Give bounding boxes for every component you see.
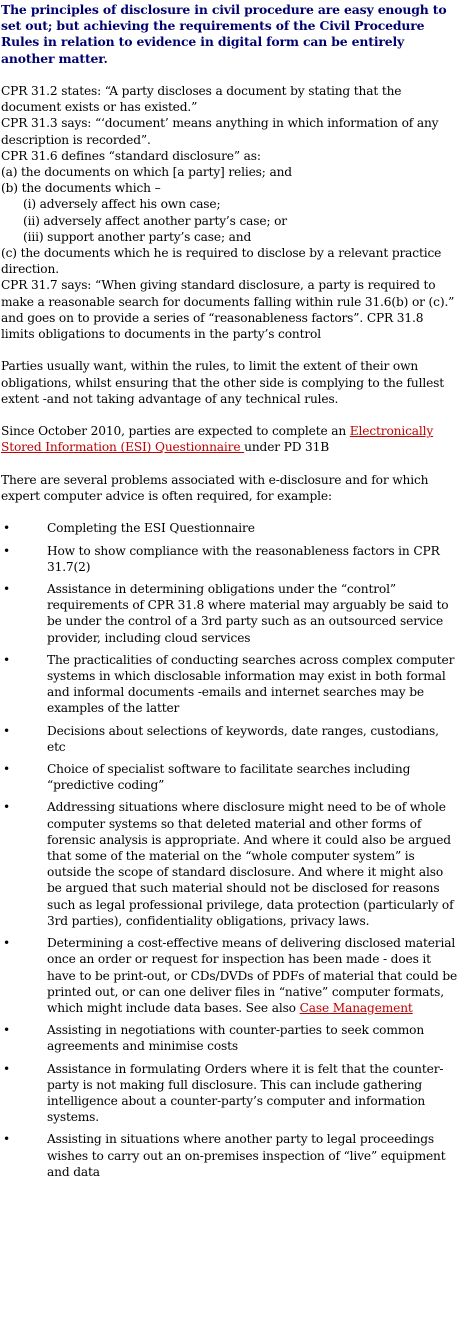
bullet-icon: •: [3, 1061, 11, 1076]
list-item: [1, 652, 458, 717]
cpr-31-6-b-i: (i) adversely affect his own case;: [23, 197, 221, 212]
list-item-text: Assisting in negotiations with counter-parties to seek common agreements and minimise costs: [47, 1023, 425, 1054]
esi-text-after: under PD 31B: [244, 440, 330, 455]
esi-questionnaire-link[interactable]: Electronically Stored Information (ESI) Questionnaire: [1, 424, 434, 455]
list-item: [1, 520, 458, 536]
bullet-icon: •: [3, 652, 11, 667]
cpr-31-7: CPR 31.7 says: “When giving standard disclosure, a party is required to make a reasonable search for documents falling within rule 31.6(b) or (c).” and goes on to provide a series of “reasonableness factors”. CPR 31.8 limits obligations to documents in the party’s control: [1, 278, 455, 342]
list-item: [1, 543, 458, 575]
list-item-text: Assisting in situations where another party to legal proceedings wishes to carry out an on-premises inspection of “live” equipment and data: [47, 1132, 446, 1179]
bullet-icon: •: [3, 1132, 11, 1147]
spacer: [1, 67, 458, 83]
cpr-31-6: CPR 31.6 defines “standard disclosure” as:: [1, 148, 261, 163]
intro-heading: The principles of disclosure in civil procedure are easy enough to set out; but achieving the requirements of the Civil Procedure Rules in relation to evidence in digital form can be entirely another matter.: [1, 2, 447, 66]
list-item-text: Completing the ESI Questionnaire: [47, 521, 255, 536]
list-item: [1, 1131, 458, 1180]
bullet-icon: •: [3, 543, 11, 558]
list-item-text: Assistance in formulating Orders where it is felt that the counter-party is not making full disclosure. This can include gathering intelligence about a counter-party’s computer and information systems.: [47, 1061, 444, 1125]
list-item-text: Choice of specialist software to facilitate searches including “predictive coding”: [47, 762, 411, 793]
cpr-31-6-b: (b) the documents which –: [1, 181, 161, 196]
problems-list: [1, 520, 458, 1180]
cpr-31-6-b-iii: (iii) support another party’s case; and: [23, 229, 252, 244]
list-item: [1, 581, 458, 646]
problems-intro: There are several problems associated with e-disclosure and for which expert computer advice is often required, for example:: [1, 472, 429, 504]
cpr-section: [1, 83, 458, 342]
esi-paragraph: [1, 423, 458, 455]
list-item: [1, 799, 458, 929]
bullet-icon: •: [3, 800, 11, 815]
case-management-link[interactable]: Case Management: [299, 1000, 413, 1015]
spacer: [1, 342, 458, 358]
bullet-icon: •: [3, 936, 11, 951]
esi-text-before: Since October 2010, parties are expected to complete an: [1, 424, 350, 439]
list-item: [1, 1061, 458, 1126]
spacer: [1, 504, 458, 520]
list-item-text: Assistance in determining obligations under the “control” requirements of CPR 31.8 where material may arguably be said to be under the control of a 3rd party such as an outsourced service provider, including cloud services: [47, 582, 449, 645]
bullet-icon: •: [3, 723, 11, 738]
list-item: [1, 723, 458, 755]
list-item-text: How to show compliance with the reasonableness factors in CPR 31.7(2): [47, 543, 440, 574]
list-item-text: Determining a cost-effective means of delivering disclosed material once an order or request for inspection has been made - does it have to be print-out, or CDs/DVDs of PDFs of material that could be printed out, or can one deliver files in “native” computer formats, which might include data bases. See also: [47, 936, 458, 1015]
list-item-text: Addressing situations where disclosure might need to be of whole computer systems so that deleted material and other forms of forensic analysis is appropriate. And where it could also be argued that some of the material on the “whole computer system” is outside the scope of standard disclosure. And where it might also be argued that such material should not be disclosed for reasons such as legal professional privilege, data protection (particularly of 3rd parties), confidentiality obligations, privacy laws.: [47, 800, 454, 928]
list-item-text: The practicalities of conducting searches across complex computer systems in which disclosable information may exist in both formal and informal documents -emails and internet searches may be examples of the latter: [47, 652, 455, 716]
cpr-31-2: CPR 31.2 states: “A party discloses a document by stating that the document exists or has existed.”: [1, 84, 402, 115]
bullet-icon: •: [3, 582, 11, 597]
cpr-31-6-b-ii: (ii) adversely affect another party’s case; or: [23, 213, 287, 228]
list-item: [1, 1022, 458, 1054]
cpr-31-6-a: (a) the documents on which [a party] relies; and: [1, 165, 292, 180]
spacer: [1, 456, 458, 472]
spacer: [1, 407, 458, 423]
parties-paragraph: Parties usually want, within the rules, to limit the extent of their own obligations, whilst ensuring that the other side is complying to the fullest extent -and not taking advantage of any technical rules.: [1, 359, 444, 406]
bullet-icon: •: [3, 1023, 11, 1038]
list-item-text: Decisions about selections of keywords, date ranges, custodians, etc: [47, 723, 439, 754]
bullet-icon: •: [3, 521, 11, 536]
cpr-31-3: CPR 31.3 says: “‘document’ means anything in which information of any description is recorded”.: [1, 116, 439, 147]
bullet-icon: •: [3, 762, 11, 777]
list-item: [1, 761, 458, 793]
cpr-31-6-c: (c) the documents which he is required to disclose by a relevant practice direction.: [1, 246, 442, 277]
list-item: [1, 935, 458, 1016]
